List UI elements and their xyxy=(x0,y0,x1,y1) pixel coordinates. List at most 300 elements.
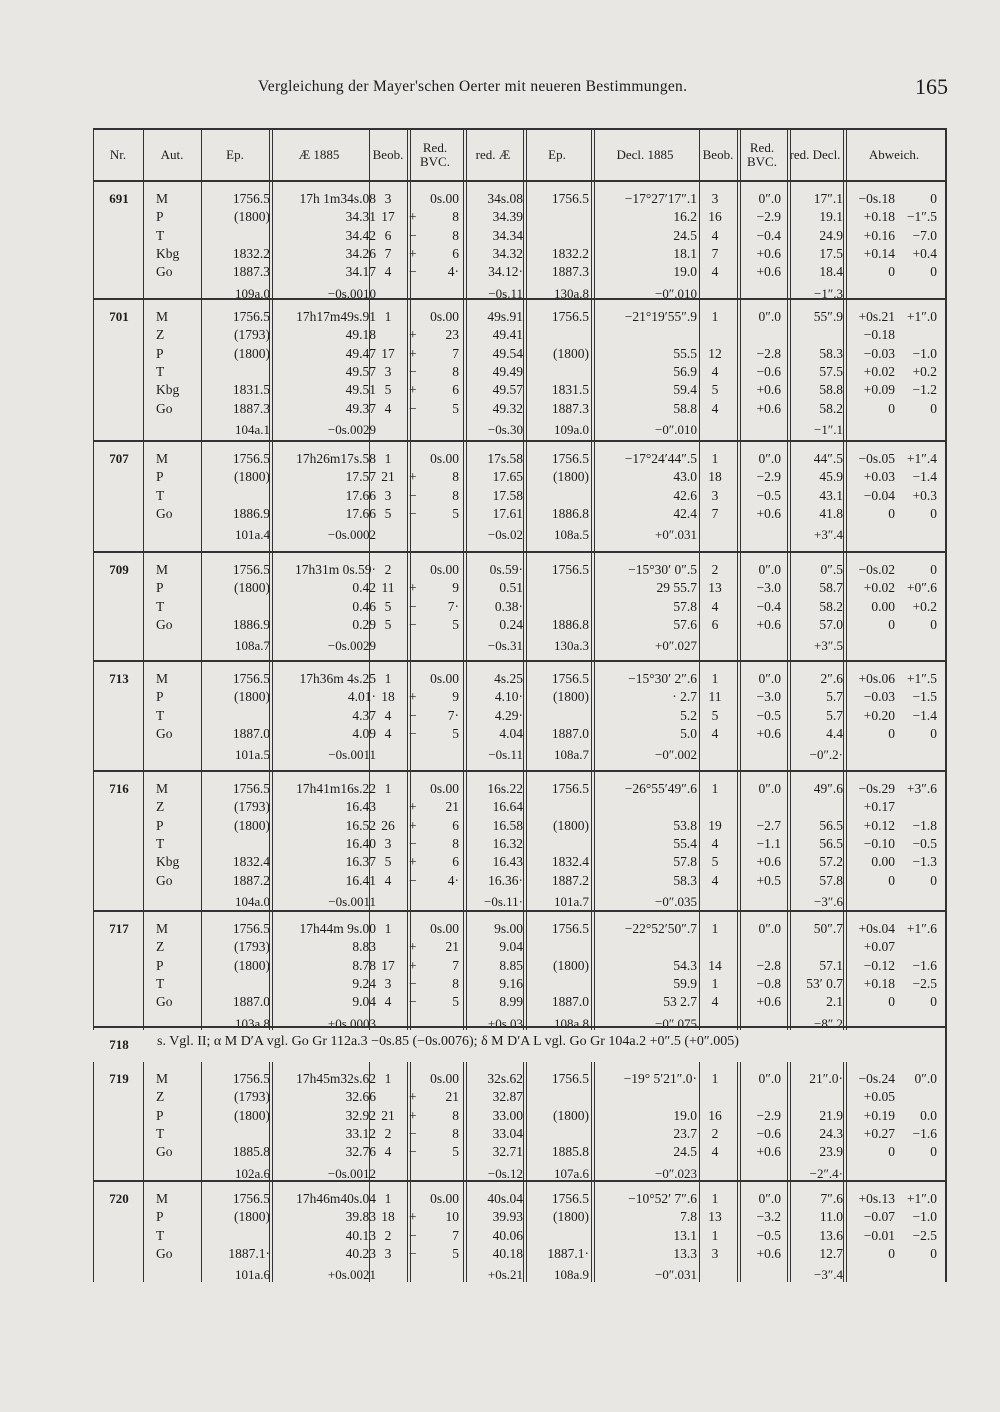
cell-aut: Go xyxy=(156,505,173,521)
value: 5 xyxy=(452,505,459,521)
cell-ep2: (1800) xyxy=(553,469,589,485)
cell-beob2: 1 xyxy=(711,309,719,324)
column-rule xyxy=(93,130,94,1282)
cell-redra: 9.04 xyxy=(499,939,523,955)
cell-ep2: 1756.5 xyxy=(551,451,589,466)
cell-redra: 40s.04 xyxy=(487,1191,523,1206)
cell-beob2: 14 xyxy=(708,957,722,973)
cell-ab1: −0.12 xyxy=(863,957,895,973)
summary-bvc1: −0s.0012 xyxy=(327,1165,376,1181)
value: 10 xyxy=(445,1209,459,1225)
cell-beob2: 13 xyxy=(708,580,722,596)
cell-beob2: 4 xyxy=(711,598,719,614)
cell-beob2: 7 xyxy=(711,245,719,261)
cell-ep2: 1885.8 xyxy=(551,1144,589,1160)
cell-ep1: 1756.5 xyxy=(232,191,270,206)
cell-redra: 16.32 xyxy=(492,835,523,851)
cell-bvc2: +0.6 xyxy=(756,725,781,741)
cell-beob1: 21 xyxy=(381,469,395,485)
cell-redra: 34.39 xyxy=(492,209,523,225)
cell-bvc2: −0.5 xyxy=(756,1227,781,1243)
cell-beob2: 4 xyxy=(711,725,719,741)
red-bvc-ra xyxy=(409,468,459,487)
cell-ab2: +1″.0 xyxy=(906,309,937,324)
cell-ra: 9.04 xyxy=(352,994,376,1010)
cell-ab1: 0 xyxy=(888,264,895,280)
sign: − xyxy=(409,975,417,991)
cell-beob1: 1 xyxy=(384,921,392,936)
cell-ep1: 1886.9 xyxy=(232,616,270,632)
sign: + xyxy=(409,245,417,261)
cell-decl: −10°52′ 7″.6 xyxy=(628,1191,697,1206)
summary-reddecl: −3″.6 xyxy=(814,893,843,909)
cell-beob2: 4 xyxy=(711,363,719,379)
cell-beob2: 16 xyxy=(708,1107,722,1123)
cell-reddecl: 5.7 xyxy=(826,689,843,705)
summary-ep2: 101a.7 xyxy=(553,893,589,909)
cell-ab1: +0.12 xyxy=(863,817,895,833)
cell-ab2: 0 xyxy=(930,1144,937,1160)
cell-ab1: +0.27 xyxy=(863,1125,895,1141)
cell-ab1: −0.04 xyxy=(863,487,895,503)
cell-ab2: 0 xyxy=(930,191,937,206)
value: 8 xyxy=(452,835,459,851)
cell-beob2: 18 xyxy=(708,469,722,485)
cell-beob1: 21 xyxy=(381,1107,395,1123)
cell-redra: 4s.25 xyxy=(494,671,523,686)
cell-ep2: (1800) xyxy=(553,817,589,833)
cell-ab1: −0s.02 xyxy=(858,562,895,577)
cell-aut: T xyxy=(156,975,165,991)
cell-ra: 17h46m40s.04 xyxy=(296,1191,376,1206)
cell-ra: 32.92 xyxy=(345,1107,376,1123)
summary-ep1: 104a.1 xyxy=(234,421,270,437)
star-number: 720 xyxy=(109,1191,129,1206)
comparison-table xyxy=(93,128,947,1282)
cell-bvc2: 0″.0 xyxy=(758,921,781,936)
value: 5 xyxy=(452,1144,459,1160)
cell-redra: 8.99 xyxy=(499,994,523,1010)
red-bvc-ra xyxy=(409,707,459,726)
cell-ab2: +0.2 xyxy=(912,363,937,379)
value: 9 xyxy=(452,580,459,596)
cell-redra: 34.32 xyxy=(492,245,523,261)
cell-bvc2: +0.6 xyxy=(756,505,781,521)
value: 0s.00 xyxy=(430,451,459,466)
cell-ab1: −0.10 xyxy=(863,835,895,851)
cell-decl: 59.9 xyxy=(673,975,697,991)
cell-redra: 4.29· xyxy=(494,707,523,723)
cell-ab2: +0.3 xyxy=(912,487,937,503)
column-header: Ep. xyxy=(226,147,244,163)
cell-beob2: 7 xyxy=(711,505,719,521)
sign: − xyxy=(409,1245,417,1261)
cell-decl: −19° 5′21″.0· xyxy=(623,1071,697,1086)
cell-reddecl: 43.1 xyxy=(819,487,843,503)
cell-ep1: 1887.1· xyxy=(228,1245,270,1261)
sign: + xyxy=(409,799,417,815)
red-bvc-ra xyxy=(409,245,459,264)
sign: − xyxy=(409,1144,417,1160)
group-separator xyxy=(93,1180,945,1182)
red-bvc-ra xyxy=(409,938,459,957)
cell-ep2: (1800) xyxy=(553,1209,589,1225)
cell-ep2: (1800) xyxy=(553,345,589,361)
cell-reddecl: 56.5 xyxy=(819,817,843,833)
cell-ab1: 0 xyxy=(888,872,895,888)
cell-bvc2: −0.5 xyxy=(756,487,781,503)
cell-reddecl: 58.2 xyxy=(819,598,843,614)
value: 8 xyxy=(452,363,459,379)
cell-ep1: 1756.5 xyxy=(232,781,270,796)
cell-decl: −21°19′55″.9 xyxy=(624,309,697,324)
sign: + xyxy=(409,382,417,398)
cell-bvc2: −0.8 xyxy=(756,975,781,991)
value: 5 xyxy=(452,725,459,741)
cell-ep2: 1756.5 xyxy=(551,191,589,206)
red-bvc-ra xyxy=(409,853,459,872)
cell-ep2: 1887.0 xyxy=(551,994,589,1010)
sign: + xyxy=(409,580,417,596)
cell-reddecl: 4.4 xyxy=(826,725,843,741)
cell-bvc2: −2.8 xyxy=(756,345,781,361)
cell-ep2: 1756.5 xyxy=(551,921,589,936)
cell-ab1: +0s.04 xyxy=(858,921,895,936)
cell-beob1: 17 xyxy=(381,957,395,973)
cell-reddecl: 57.8 xyxy=(819,872,843,888)
summary-reddecl: −1″.3 xyxy=(814,285,843,301)
cell-bvc2: 0″.0 xyxy=(758,451,781,466)
cell-aut: Kbg xyxy=(156,382,180,398)
summary-reddecl: −2″.4· xyxy=(809,1165,843,1181)
star-number: 691 xyxy=(109,191,129,206)
summary-redra: −0s.02 xyxy=(487,527,523,543)
cell-ra: 8.78 xyxy=(352,957,376,973)
summary-ep1: 101a.4 xyxy=(234,527,270,543)
cell-beob1: 1 xyxy=(384,781,392,796)
cell-ab1: −0.18 xyxy=(863,327,895,343)
cell-beob1: 1 xyxy=(384,309,392,324)
cell-ab1: 0.00 xyxy=(871,854,895,870)
cell-beob2: 4 xyxy=(711,1144,719,1160)
sign: − xyxy=(409,400,417,416)
cell-ra: 34.17 xyxy=(345,264,376,280)
cell-bvc2: −2.8 xyxy=(756,957,781,973)
cell-ab2: +1″.4 xyxy=(906,451,937,466)
cell-decl: 53 2.7 xyxy=(663,994,697,1010)
cell-beob1: 17 xyxy=(381,345,395,361)
cell-redra: 17.65 xyxy=(492,469,523,485)
red-bvc-ra xyxy=(409,400,459,419)
cell-aut: M xyxy=(156,781,169,796)
cell-ab2: 0 xyxy=(930,994,937,1010)
cell-aut: Go xyxy=(156,616,173,632)
cell-aut: T xyxy=(156,227,165,243)
cell-reddecl: 24.3 xyxy=(819,1125,843,1141)
cell-ab2: −1.6 xyxy=(912,1125,937,1141)
value: 0s.00 xyxy=(430,309,459,324)
cell-reddecl: 7″.6 xyxy=(820,1191,843,1206)
red-bvc-ra xyxy=(409,817,459,836)
summary-bvc2: +0″.027 xyxy=(655,638,697,654)
cell-decl: 18.1 xyxy=(673,245,697,261)
cell-ab2: −1.5 xyxy=(912,689,937,705)
red-bvc-ra xyxy=(409,598,459,617)
page-title: Vergleichung der Mayer'schen Oerter mit neueren Bestimmungen. xyxy=(258,78,688,95)
star-number: 718 xyxy=(109,1037,129,1052)
cell-ep1: 1885.8 xyxy=(232,1144,270,1160)
cell-beob2: 4 xyxy=(711,872,719,888)
cell-ra: 16.52 xyxy=(345,817,376,833)
cell-redra: 17.61 xyxy=(492,505,523,521)
cell-aut: M xyxy=(156,671,169,686)
cell-decl: 42.4 xyxy=(673,505,697,521)
cell-beob1: 5 xyxy=(384,854,392,870)
red-bvc-ra xyxy=(409,1143,459,1162)
cell-ab1: +0.20 xyxy=(863,707,895,723)
cell-aut: M xyxy=(156,921,169,936)
summary-ep1: 102a.6 xyxy=(234,1165,270,1181)
value: 8 xyxy=(452,1107,459,1123)
cell-reddecl: 12.7 xyxy=(819,1245,843,1261)
summary-bvc2: −0″.002 xyxy=(655,747,697,763)
cell-redra: 16.36· xyxy=(488,872,523,888)
cell-ep1: 1756.5 xyxy=(232,671,270,686)
cell-ab1: +0.02 xyxy=(863,363,895,379)
cell-ab2: 0″.0 xyxy=(914,1071,937,1086)
cell-ra: 34.31 xyxy=(345,209,376,225)
cell-decl: −26°55′49″.6 xyxy=(624,781,697,796)
value: 0s.00 xyxy=(430,1071,459,1086)
cell-reddecl: 53′ 0.7 xyxy=(806,975,843,991)
cell-reddecl: 5.7 xyxy=(826,707,843,723)
cell-aut: Go xyxy=(156,400,173,416)
sign: − xyxy=(409,1125,417,1141)
cell-reddecl: 0″.5 xyxy=(820,562,843,577)
cell-decl: 24.5 xyxy=(673,1144,697,1160)
cell-ep1: (1800) xyxy=(234,209,270,225)
cell-aut: Kbg xyxy=(156,854,180,870)
cell-redra: 49.41 xyxy=(492,327,523,343)
red-bvc-ra xyxy=(409,1208,459,1227)
cell-ab2: −2.5 xyxy=(912,1227,937,1243)
column-header: Ep. xyxy=(548,147,566,163)
cell-aut: M xyxy=(156,191,169,206)
cell-redra: 0.24 xyxy=(499,616,523,632)
red-bvc-ra xyxy=(409,326,459,345)
value: 6 xyxy=(452,817,459,833)
cell-reddecl: 11.0 xyxy=(819,1209,843,1225)
cell-ra: 4.37 xyxy=(352,707,376,723)
cell-aut: M xyxy=(156,562,169,577)
cell-ep1: 1756.5 xyxy=(232,921,270,936)
cell-beob1: 4 xyxy=(384,994,392,1010)
cell-ab1: +0s.13 xyxy=(858,1191,895,1206)
cell-ab1: +0.09 xyxy=(863,382,895,398)
red-bvc-ra xyxy=(409,1190,459,1209)
cell-aut: T xyxy=(156,598,165,614)
cell-redra: 9s.00 xyxy=(494,921,523,936)
cell-aut: Z xyxy=(156,327,165,343)
table-header xyxy=(93,130,945,182)
cell-redra: 0.38· xyxy=(494,598,523,614)
cell-beob1: 17 xyxy=(381,209,395,225)
cell-aut: T xyxy=(156,1227,165,1243)
cell-bvc2: +0.6 xyxy=(756,245,781,261)
cell-aut: T xyxy=(156,707,165,723)
cell-ep2: 1887.2 xyxy=(551,872,589,888)
cell-ab1: −0s.18 xyxy=(858,191,895,206)
star-number: 716 xyxy=(109,781,129,796)
cell-redra: 16.64 xyxy=(492,799,523,815)
red-bvc-ra xyxy=(409,872,459,891)
cell-ab1: +0.03 xyxy=(863,469,895,485)
cell-ep2: 1886.8 xyxy=(551,616,589,632)
sign: − xyxy=(409,835,417,851)
cell-beob1: 4 xyxy=(384,400,392,416)
red-bvc-ra xyxy=(409,1125,459,1144)
cell-bvc2: −0.6 xyxy=(756,1125,781,1141)
cell-ep2: 1832.4 xyxy=(551,854,589,870)
column-header: Beob. xyxy=(702,147,734,163)
summary-bvc1: −0s.0011 xyxy=(328,747,376,763)
group-separator xyxy=(93,770,945,772)
cell-aut: P xyxy=(156,580,164,596)
cell-ab2: 0 xyxy=(930,562,937,577)
summary-ep1: 103a.8 xyxy=(234,1015,270,1031)
cell-bvc2: +0.6 xyxy=(756,994,781,1010)
cell-reddecl: 57.2 xyxy=(819,854,843,870)
cell-ep1: 1831.5 xyxy=(232,382,270,398)
summary-bvc1: −0s.0011 xyxy=(328,893,376,909)
cell-aut: Go xyxy=(156,1245,173,1261)
cell-redra: 32.71 xyxy=(492,1144,523,1160)
cell-redra: 49.32 xyxy=(492,400,523,416)
cell-ra: 16.40 xyxy=(345,835,376,851)
cell-redra: 49.54 xyxy=(492,345,523,361)
cell-reddecl: 24.9 xyxy=(819,227,843,243)
cell-decl: 24.5 xyxy=(673,227,697,243)
cell-ep1: (1800) xyxy=(234,469,270,485)
cell-ab2: +0.2 xyxy=(912,598,937,614)
cell-bvc2: −3.0 xyxy=(756,689,781,705)
cell-beob2: 4 xyxy=(711,994,719,1010)
cell-ep1: (1793) xyxy=(234,799,270,815)
column-header: Red. BVC. xyxy=(420,140,450,169)
summary-ep1: 109a.0 xyxy=(234,285,270,301)
cell-ra: 4.09 xyxy=(352,725,376,741)
cell-aut: Go xyxy=(156,994,173,1010)
sign: − xyxy=(409,363,417,379)
column-header: Æ 1885 xyxy=(298,147,340,163)
cell-ep1: (1800) xyxy=(234,817,270,833)
cell-beob1: 7 xyxy=(384,245,392,261)
cell-redra: 9.16 xyxy=(499,975,523,991)
cell-ra: 40.13 xyxy=(345,1227,376,1243)
cell-redra: 34.12· xyxy=(488,264,523,280)
value: 0s.00 xyxy=(430,191,459,206)
cell-bvc2: +0.6 xyxy=(756,616,781,632)
cell-reddecl: 58.2 xyxy=(819,400,843,416)
summary-redra: +0s.21 xyxy=(487,1267,523,1283)
value: 21 xyxy=(445,799,459,815)
cell-redra: 49.49 xyxy=(492,363,523,379)
cell-bvc2: 0″.0 xyxy=(758,1071,781,1086)
cell-decl: 56.9 xyxy=(673,363,697,379)
cell-redra: 40.06 xyxy=(492,1227,523,1243)
cell-ep2: (1800) xyxy=(553,1107,589,1123)
cell-beob2: 1 xyxy=(711,781,719,796)
red-bvc-ra xyxy=(409,1245,459,1264)
sign: + xyxy=(409,209,417,225)
cell-redra: 17.58 xyxy=(492,487,523,503)
cell-ep1: 1886.9 xyxy=(232,505,270,521)
cell-ep2: (1800) xyxy=(553,957,589,973)
cell-reddecl: 44″.5 xyxy=(813,451,843,466)
cell-beob1: 4 xyxy=(384,264,392,280)
cell-aut: T xyxy=(156,835,165,851)
cell-ab1: +0.18 xyxy=(863,209,895,225)
cell-beob2: 5 xyxy=(711,382,719,398)
value: 5 xyxy=(452,400,459,416)
column-header: Red. BVC. xyxy=(747,140,777,169)
summary-reddecl: −3″.4 xyxy=(814,1267,843,1283)
cell-beob1: 2 xyxy=(384,1227,392,1243)
summary-bvc1: −0s.0010 xyxy=(327,285,376,301)
cell-bvc2: +0.5 xyxy=(756,872,781,888)
cell-ep2: 1886.8 xyxy=(551,505,589,521)
value: 8 xyxy=(452,209,459,225)
cell-reddecl: 41.8 xyxy=(819,505,843,521)
cell-ra: 49.37 xyxy=(345,400,376,416)
cell-reddecl: 2″.6 xyxy=(820,671,843,686)
cell-ab2: 0 xyxy=(930,872,937,888)
red-bvc-ra xyxy=(409,381,459,400)
red-bvc-ra xyxy=(409,579,459,598)
cell-aut: P xyxy=(156,1107,164,1123)
cell-redra: 16.43 xyxy=(492,854,523,870)
cell-beob1: 3 xyxy=(384,835,392,851)
sign: − xyxy=(409,1227,417,1243)
red-bvc-ra xyxy=(409,616,459,635)
cell-ep1: 1832.4 xyxy=(232,854,270,870)
sign: + xyxy=(409,939,417,955)
red-bvc-ra xyxy=(409,798,459,817)
cell-reddecl: 2.1 xyxy=(826,994,843,1010)
cell-redra: 39.93 xyxy=(492,1209,523,1225)
cell-ra: 49.57 xyxy=(345,363,376,379)
cell-decl: 13.1 xyxy=(673,1227,697,1243)
cell-redra: 0s.59· xyxy=(489,562,523,577)
summary-bvc2: −0″.035 xyxy=(655,893,697,909)
sign: − xyxy=(409,487,417,503)
red-bvc-ra xyxy=(409,725,459,744)
cell-beob2: 5 xyxy=(711,707,719,723)
cell-ab2: 0 xyxy=(930,505,937,521)
summary-reddecl: −1″.1 xyxy=(814,421,843,437)
cell-beob1: 5 xyxy=(384,598,392,614)
cell-ra: 17.57 xyxy=(345,469,376,485)
cell-redra: 16.58 xyxy=(492,817,523,833)
cell-reddecl: 50″.7 xyxy=(813,921,843,936)
cell-ep1: 1887.0 xyxy=(232,994,270,1010)
red-bvc-ra xyxy=(409,975,459,994)
red-bvc-ra xyxy=(409,227,459,246)
cell-ep1: (1800) xyxy=(234,1107,270,1123)
cell-ab1: −0s.05 xyxy=(858,451,895,466)
column-header: Beob. xyxy=(372,147,404,163)
sign: − xyxy=(409,227,417,243)
